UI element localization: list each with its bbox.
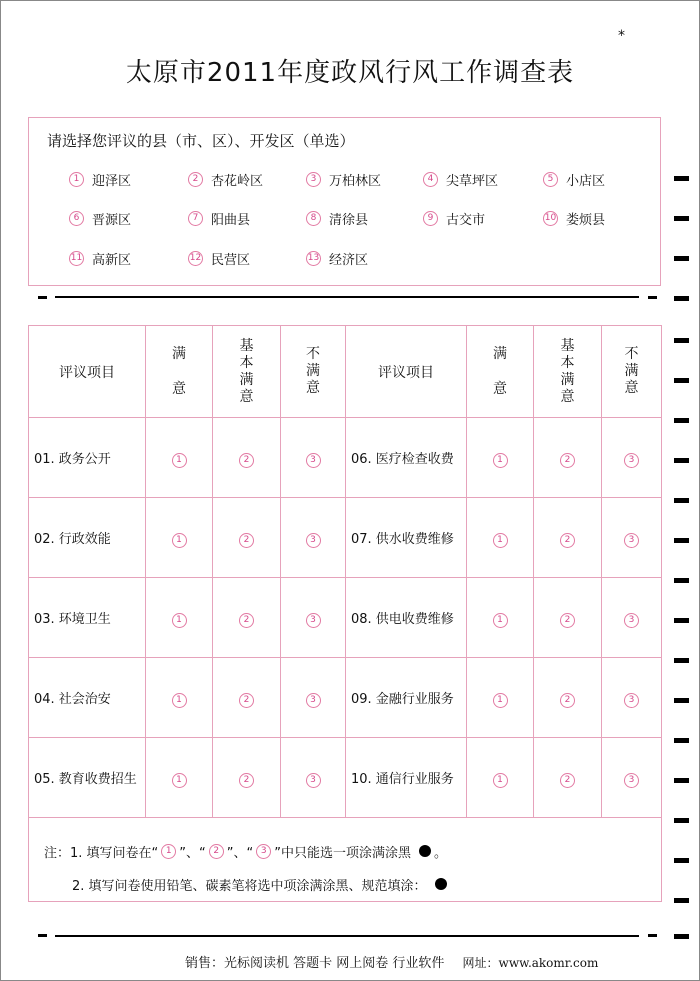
district-option[interactable] <box>306 170 381 189</box>
district-option[interactable] <box>188 209 250 228</box>
rating-cell <box>602 498 662 578</box>
item-header-right: 评议项目 <box>346 326 467 418</box>
timing-mark <box>674 818 689 823</box>
rating-cell <box>213 418 281 498</box>
table-row <box>29 418 662 498</box>
rating-bubble[interactable]: 1 <box>172 693 187 708</box>
district-option[interactable] <box>188 170 263 189</box>
option-bubble[interactable]: 6 <box>69 211 84 226</box>
option-bubble[interactable]: 11 <box>69 251 84 266</box>
filled-bubble-example-2 <box>435 878 447 890</box>
option-label: 经济区 <box>329 253 369 268</box>
option-bubble[interactable]: 12 <box>188 251 203 266</box>
timing-mark <box>674 498 689 503</box>
rating-bubble[interactable]: 2 <box>239 773 254 788</box>
corner-asterisk: * <box>618 28 625 44</box>
footer <box>185 952 598 971</box>
page-title: 太原市2011年度政风行风工作调查表 <box>125 58 575 88</box>
col-unsatisfied-left: 不 满 意 <box>281 326 346 418</box>
rating-bubble[interactable]: 1 <box>493 693 508 708</box>
option-bubble[interactable]: 4 <box>423 172 438 187</box>
item-label-right: 06. 医疗检查收费 <box>346 418 467 498</box>
col-satisfied-right: 满 意 <box>467 326 534 418</box>
district-select-box <box>28 117 661 286</box>
rating-bubble[interactable]: 2 <box>560 693 575 708</box>
option-label: 迎泽区 <box>92 174 132 189</box>
filled-bubble-example <box>419 845 431 857</box>
rating-cell <box>534 658 602 738</box>
rating-bubble[interactable]: 2 <box>239 533 254 548</box>
item-header-left: 评议项目 <box>29 326 146 418</box>
rating-bubble[interactable]: 3 <box>306 693 321 708</box>
option-label: 晋源区 <box>92 213 132 228</box>
rating-cell <box>534 738 602 818</box>
rating-cell <box>146 658 213 738</box>
item-label-right: 10. 通信行业服务 <box>346 738 467 818</box>
rating-cell <box>467 738 534 818</box>
rating-bubble[interactable]: 3 <box>624 773 639 788</box>
district-select-prompt: 请选择您评议的县（市、区）、开发区（单选） <box>47 132 355 150</box>
timing-mark <box>674 256 689 261</box>
timing-mark <box>674 858 689 863</box>
district-option[interactable] <box>188 249 250 268</box>
rating-cell <box>213 578 281 658</box>
district-option[interactable] <box>423 209 485 228</box>
timing-mark <box>674 176 689 181</box>
rating-bubble[interactable]: 1 <box>493 453 508 468</box>
rating-cell <box>602 658 662 738</box>
rating-bubble[interactable]: 1 <box>493 533 508 548</box>
rating-cell <box>281 418 346 498</box>
district-option[interactable] <box>543 209 605 228</box>
table-row <box>29 738 662 818</box>
separator-dash-right-bottom <box>648 934 657 937</box>
item-label-left: 05. 教育收费招生 <box>29 738 146 818</box>
rating-bubble[interactable]: 2 <box>239 693 254 708</box>
rating-cell <box>146 578 213 658</box>
item-label-left: 03. 环境卫生 <box>29 578 146 658</box>
separator-line-bottom <box>55 935 639 937</box>
separator-dash-left-bottom <box>38 934 47 937</box>
timing-mark <box>674 934 689 939</box>
option-label: 阳曲县 <box>211 213 251 228</box>
timing-mark <box>674 338 689 343</box>
timing-mark <box>674 658 689 663</box>
note-line-2: 2. 填写问卷使用铅笔、碳素笔将选中项涂满涂黑、规范填涂： <box>29 861 661 894</box>
rating-cell <box>534 498 602 578</box>
rating-bubble[interactable]: 3 <box>306 533 321 548</box>
district-option[interactable] <box>543 170 605 189</box>
option-bubble[interactable]: 9 <box>423 211 438 226</box>
timing-mark <box>674 296 689 301</box>
rating-bubble[interactable]: 1 <box>172 613 187 628</box>
rating-bubble[interactable]: 2 <box>560 533 575 548</box>
option-bubble[interactable]: 10 <box>543 211 558 226</box>
timing-mark <box>674 898 689 903</box>
item-label-right: 07. 供水收费维修 <box>346 498 467 578</box>
option-label: 古交市 <box>446 213 486 228</box>
bubble-3-example: 3 <box>256 844 271 859</box>
bubble-2-example: 2 <box>209 844 224 859</box>
item-label-left: 04. 社会治安 <box>29 658 146 738</box>
rating-bubble[interactable]: 1 <box>493 613 508 628</box>
rating-cell <box>602 738 662 818</box>
district-option[interactable] <box>306 209 368 228</box>
rating-bubble[interactable]: 2 <box>560 453 575 468</box>
table-row <box>29 498 662 578</box>
option-bubble[interactable]: 1 <box>69 172 84 187</box>
rating-bubble[interactable]: 3 <box>306 773 321 788</box>
option-label: 小店区 <box>566 174 606 189</box>
rating-cell <box>281 498 346 578</box>
rating-bubble[interactable]: 2 <box>560 773 575 788</box>
rating-cell <box>467 418 534 498</box>
col-basic-satisfied-right: 基 本 满 意 <box>534 326 602 418</box>
option-bubble[interactable]: 8 <box>306 211 321 226</box>
rating-bubble[interactable]: 1 <box>172 453 187 468</box>
bubble-1-example: 1 <box>161 844 176 859</box>
option-label: 民营区 <box>211 253 251 268</box>
rating-cell <box>534 578 602 658</box>
rating-bubble[interactable]: 3 <box>624 453 639 468</box>
notes-row <box>29 818 662 902</box>
col-basic-satisfied-left: 基 本 满 意 <box>213 326 281 418</box>
rating-cell <box>534 418 602 498</box>
district-option[interactable] <box>69 170 131 189</box>
rating-bubble[interactable]: 2 <box>560 613 575 628</box>
item-label-left: 02. 行政效能 <box>29 498 146 578</box>
rating-bubble[interactable]: 3 <box>624 533 639 548</box>
separator-dash-right <box>648 296 657 299</box>
col-unsatisfied-right: 不 满 意 <box>602 326 662 418</box>
rating-bubble[interactable]: 3 <box>306 613 321 628</box>
option-label: 万柏林区 <box>329 174 382 189</box>
timing-mark <box>674 618 689 623</box>
rating-cell <box>281 658 346 738</box>
table-row <box>29 658 662 738</box>
note-line-1: 注：1. 填写问卷在“ 1 ”、“ 2 ”、“ 3 ”中只能选一项涂满涂黑 。 <box>44 845 448 861</box>
district-option[interactable] <box>423 170 498 189</box>
notes-cell <box>29 818 662 902</box>
footer-website: 网址：www.akomr.com <box>462 956 599 970</box>
timing-mark <box>674 378 689 383</box>
col-satisfied-left: 满 意 <box>146 326 213 418</box>
timing-mark <box>674 738 689 743</box>
rating-cell <box>213 498 281 578</box>
item-label-left: 01. 政务公开 <box>29 418 146 498</box>
rating-bubble[interactable]: 1 <box>172 533 187 548</box>
option-label: 高新区 <box>92 253 132 268</box>
table-row <box>29 578 662 658</box>
option-label: 清徐县 <box>329 213 369 228</box>
option-bubble[interactable]: 2 <box>188 172 203 187</box>
timing-mark <box>674 458 689 463</box>
rating-bubble[interactable]: 2 <box>239 613 254 628</box>
timing-mark <box>674 578 689 583</box>
rating-cell <box>146 418 213 498</box>
rating-cell <box>281 578 346 658</box>
evaluation-table <box>28 325 662 902</box>
rating-cell <box>467 578 534 658</box>
option-label: 尖草坪区 <box>446 174 499 189</box>
rating-cell <box>467 658 534 738</box>
footer-sales: 销售：光标阅读机 答题卡 网上阅卷 行业软件 <box>185 956 445 971</box>
separator-line-top <box>55 296 639 298</box>
option-bubble[interactable]: 3 <box>306 172 321 187</box>
separator-dash-left <box>38 296 47 299</box>
rating-cell <box>602 578 662 658</box>
timing-mark <box>674 418 689 423</box>
rating-bubble[interactable]: 1 <box>172 773 187 788</box>
rating-bubble[interactable]: 2 <box>239 453 254 468</box>
rating-cell <box>213 738 281 818</box>
timing-mark <box>674 538 689 543</box>
timing-mark <box>674 778 689 783</box>
option-label: 娄烦县 <box>566 213 606 228</box>
rating-bubble[interactable]: 3 <box>624 693 639 708</box>
district-option[interactable] <box>69 249 131 268</box>
timing-mark <box>674 698 689 703</box>
rating-cell <box>602 418 662 498</box>
district-option[interactable] <box>306 249 368 268</box>
rating-bubble[interactable]: 3 <box>306 453 321 468</box>
rating-bubble[interactable]: 3 <box>624 613 639 628</box>
rating-cell <box>213 658 281 738</box>
table-header-row <box>29 326 662 418</box>
rating-cell <box>281 738 346 818</box>
rating-cell <box>146 738 213 818</box>
option-bubble[interactable]: 5 <box>543 172 558 187</box>
district-option[interactable] <box>69 209 131 228</box>
rating-cell <box>467 498 534 578</box>
option-bubble[interactable]: 7 <box>188 211 203 226</box>
option-label: 杏花岭区 <box>211 174 264 189</box>
timing-mark <box>674 216 689 221</box>
option-bubble[interactable]: 13 <box>306 251 321 266</box>
rating-cell <box>146 498 213 578</box>
item-label-right: 09. 金融行业服务 <box>346 658 467 738</box>
item-label-right: 08. 供电收费维修 <box>346 578 467 658</box>
rating-bubble[interactable]: 1 <box>493 773 508 788</box>
